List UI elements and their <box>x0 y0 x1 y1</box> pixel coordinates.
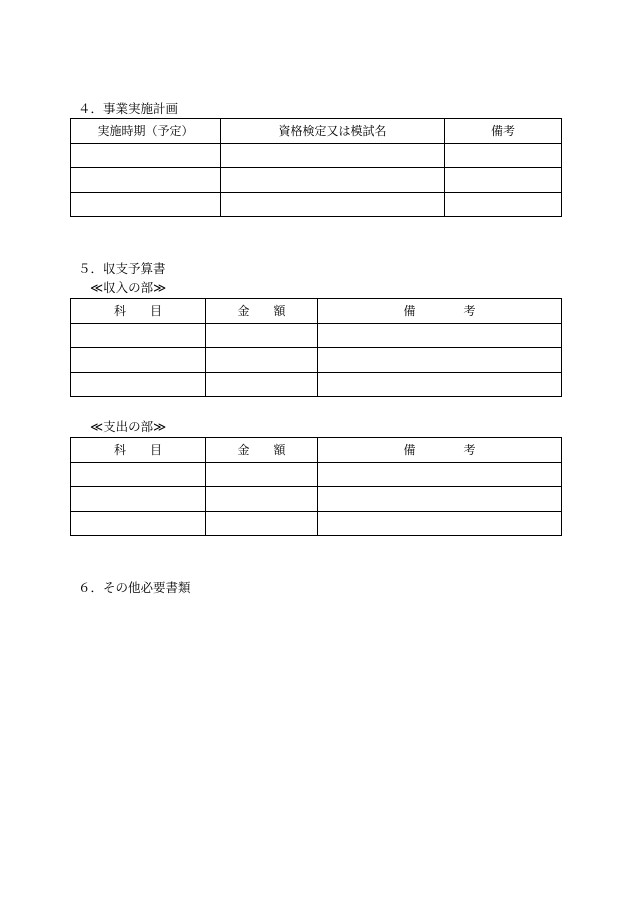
table-cell[interactable] <box>71 462 206 487</box>
table-cell[interactable] <box>71 323 206 348</box>
column-header-item: 科 目 <box>71 299 206 324</box>
table-row <box>71 143 562 168</box>
column-header-remarks: 備考 <box>445 119 562 144</box>
section-5-heading: ５．収支予算書 <box>78 261 166 276</box>
table-cell[interactable] <box>71 372 206 397</box>
column-header-period: 実施時期（予定） <box>71 119 221 144</box>
table-cell[interactable] <box>445 168 562 193</box>
table-row <box>71 192 562 217</box>
table-header-row <box>71 299 562 324</box>
column-header-exam-name: 資格検定又は模試名 <box>221 119 445 144</box>
section-6-heading: ６．その他必要書類 <box>78 580 191 595</box>
table-cell[interactable] <box>221 143 445 168</box>
table-cell[interactable] <box>318 348 562 373</box>
section-4-heading: ４．事業実施計画 <box>78 101 179 116</box>
table-cell[interactable] <box>318 372 562 397</box>
column-header-remarks: 備 考 <box>318 299 562 324</box>
expense-label: ≪支出の部≫ <box>90 419 167 434</box>
expense-table <box>70 437 562 536</box>
table-cell[interactable] <box>71 511 206 536</box>
income-table <box>70 298 562 397</box>
table-row <box>71 348 562 373</box>
table-cell[interactable] <box>318 511 562 536</box>
table-cell[interactable] <box>206 487 318 512</box>
table-cell[interactable] <box>71 348 206 373</box>
table-cell[interactable] <box>318 462 562 487</box>
table-row <box>71 511 562 536</box>
table-cell[interactable] <box>71 168 221 193</box>
column-header-amount: 金 額 <box>206 299 318 324</box>
table-cell[interactable] <box>221 192 445 217</box>
plan-table <box>70 118 562 217</box>
table-cell[interactable] <box>206 462 318 487</box>
table-cell[interactable] <box>71 487 206 512</box>
table-cell[interactable] <box>71 192 221 217</box>
table-cell[interactable] <box>206 511 318 536</box>
table-row <box>71 168 562 193</box>
table-cell[interactable] <box>318 323 562 348</box>
table-cell[interactable] <box>206 372 318 397</box>
column-header-remarks: 備 考 <box>318 438 562 463</box>
table-row <box>71 372 562 397</box>
column-header-amount: 金 額 <box>206 438 318 463</box>
table-row <box>71 323 562 348</box>
table-row <box>71 462 562 487</box>
table-row <box>71 487 562 512</box>
table-cell[interactable] <box>445 192 562 217</box>
table-cell[interactable] <box>221 168 445 193</box>
table-cell[interactable] <box>206 348 318 373</box>
table-cell[interactable] <box>445 143 562 168</box>
table-header-row <box>71 438 562 463</box>
table-cell[interactable] <box>206 323 318 348</box>
income-label: ≪収入の部≫ <box>90 280 167 295</box>
table-header-row <box>71 119 562 144</box>
table-cell[interactable] <box>318 487 562 512</box>
column-header-item: 科 目 <box>71 438 206 463</box>
table-cell[interactable] <box>71 143 221 168</box>
